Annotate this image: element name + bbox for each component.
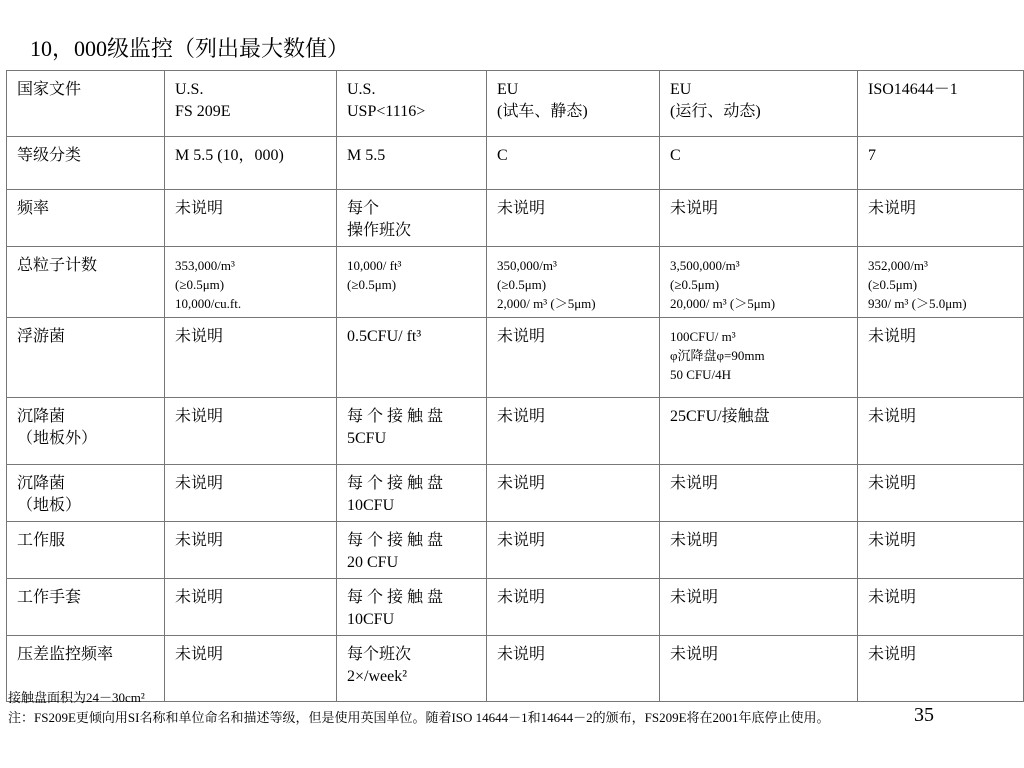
table-cell: 3,500,000/m³ (≥0.5μm) 20,000/ m³ (＞5μm) <box>660 247 858 318</box>
table-cell: 每 个 接 触 盘 20 CFU <box>337 522 487 579</box>
table-cell: 未说明 <box>487 465 660 522</box>
table-cell: 10,000/ ft³ (≥0.5μm) <box>337 247 487 318</box>
table-cell: 未说明 <box>165 398 337 465</box>
footnotes <box>8 688 1016 728</box>
table-cell: 100CFU/ m³ φ沉降盘φ=90mm 50 CFU/4H <box>660 318 858 398</box>
table-cell: 每个 操作班次 <box>337 190 487 247</box>
table-cell: 每 个 接 触 盘 5CFU <box>337 398 487 465</box>
table-row <box>7 71 1024 137</box>
table-cell: EU (试车、静态) <box>487 71 660 137</box>
table-cell: 25CFU/接触盘 <box>660 398 858 465</box>
table-cell: 沉降菌 （地板） <box>7 465 165 522</box>
table-cell: M 5.5 <box>337 137 487 190</box>
table-cell: 沉降菌 （地板外） <box>7 398 165 465</box>
table-cell: C <box>660 137 858 190</box>
table-cell: 352,000/m³ (≥0.5μm) 930/ m³ (＞5.0μm) <box>858 247 1024 318</box>
page-number: 35 <box>914 704 934 726</box>
table-cell: 未说明 <box>487 190 660 247</box>
table-cell: 未说明 <box>858 579 1024 636</box>
table-cell: U.S. USP<1116> <box>337 71 487 137</box>
table-cell: 每 个 接 触 盘 10CFU <box>337 465 487 522</box>
table-cell: U.S. FS 209E <box>165 71 337 137</box>
table-cell: 未说明 <box>858 190 1024 247</box>
table-cell: ISO14644－1 <box>858 71 1024 137</box>
table-cell: 0.5CFU/ ft³ <box>337 318 487 398</box>
table-cell: EU (运行、动态) <box>660 71 858 137</box>
table-cell: 每个班次 2×/week² <box>337 636 487 702</box>
table-cell: 等级分类 <box>7 137 165 190</box>
table-cell: 每 个 接 触 盘 10CFU <box>337 579 487 636</box>
table-row <box>7 522 1024 579</box>
table-cell: 国家文件 <box>7 71 165 137</box>
table-cell: 未说明 <box>660 190 858 247</box>
table-cell: 未说明 <box>858 636 1024 702</box>
table-cell: 353,000/m³ (≥0.5μm) 10,000/cu.ft. <box>165 247 337 318</box>
table-cell: 未说明 <box>165 318 337 398</box>
table-cell: 未说明 <box>858 522 1024 579</box>
table-row <box>7 465 1024 522</box>
table-cell: 未说明 <box>165 579 337 636</box>
table-cell: 工作手套 <box>7 579 165 636</box>
table-cell: 未说明 <box>858 318 1024 398</box>
table-cell: 未说明 <box>487 579 660 636</box>
table-cell: 未说明 <box>487 522 660 579</box>
table-cell: 未说明 <box>858 465 1024 522</box>
table-cell: 未说明 <box>858 398 1024 465</box>
table-cell: 总粒子计数 <box>7 247 165 318</box>
table-cell: 未说明 <box>165 522 337 579</box>
table-cell: 未说明 <box>660 522 858 579</box>
page-title: 10，000级监控（列出最大数值） <box>30 36 350 61</box>
table-row <box>7 579 1024 636</box>
table-row <box>7 398 1024 465</box>
table-cell: 未说明 <box>487 318 660 398</box>
footnote-contact-plate-area: 接触盘面积为24－30cm² <box>8 690 145 705</box>
table-cell: 未说明 <box>660 579 858 636</box>
table-row <box>7 247 1024 318</box>
table-cell: 未说明 <box>660 465 858 522</box>
table-cell: 未说明 <box>165 190 337 247</box>
table-cell: 未说明 <box>165 465 337 522</box>
table-row <box>7 190 1024 247</box>
table-cell: 未说明 <box>487 636 660 702</box>
table-row <box>7 318 1024 398</box>
table-cell: 浮游菌 <box>7 318 165 398</box>
table-cell: 工作服 <box>7 522 165 579</box>
table-row <box>7 137 1024 190</box>
table-cell: 压差监控频率 <box>7 636 165 702</box>
comparison-table <box>6 70 1024 702</box>
footnote-note: 注：FS209E更倾向用SI名称和单位命名和描述等级，但是使用英国单位。随着ISO 14644－1和14644－2的颁布，FS209E将在2001年底停止使用。 <box>8 710 830 725</box>
table-cell: 未说明 <box>165 636 337 702</box>
table-cell: 350,000/m³ (≥0.5μm) 2,000/ m³ (＞5μm) <box>487 247 660 318</box>
table-cell: 7 <box>858 137 1024 190</box>
table-cell: M 5.5 (10，000) <box>165 137 337 190</box>
table-cell: 未说明 <box>660 636 858 702</box>
table-cell: 未说明 <box>487 398 660 465</box>
table-cell: C <box>487 137 660 190</box>
table-cell: 频率 <box>7 190 165 247</box>
